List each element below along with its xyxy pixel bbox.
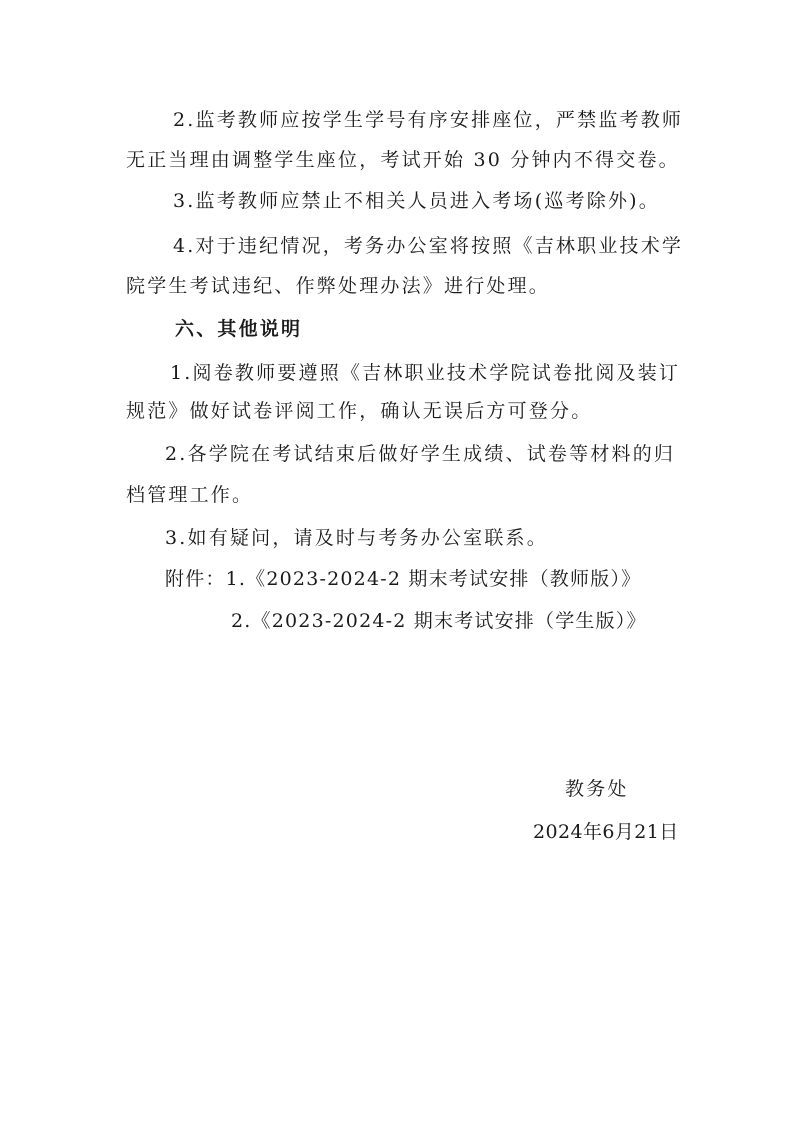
- paragraph-line: 4.对于违纪情况，考务办公室将按照《吉林职业技术学: [173, 235, 684, 257]
- signature-office: 教务处: [565, 778, 629, 800]
- paragraph-line: 1.阅卷教师要遵照《吉林职业技术学院试卷批阅及装订: [170, 362, 681, 384]
- paragraph-line: 3.如有疑问，请及时与考务办公室联系。: [165, 527, 548, 549]
- paragraph-line: 3.监考教师应禁止不相关人员进入考场(巡考除外)。: [173, 190, 660, 212]
- paragraph-line: 2.监考教师应按学生学号有序安排座位，严禁监考教师: [173, 109, 684, 131]
- attachment-line: 附件：1.《2023-2024-2 期末考试安排（教师版）》: [165, 568, 642, 590]
- attachment-line: 2.《2023-2024-2 期末考试安排（学生版）》: [231, 610, 647, 632]
- signature-date: 2024年6月21日: [533, 821, 679, 843]
- paragraph-line: 档管理工作。: [126, 484, 254, 506]
- paragraph-line: 2.各学院在考试结束后做好学生成绩、试卷等材料的归: [165, 443, 676, 465]
- section-heading: 六、其他说明: [175, 318, 303, 340]
- paragraph-line: 院学生考试违纪、作弊处理办法》进行处理。: [126, 275, 551, 297]
- paragraph-line: 规范》做好试卷评阅工作，确认无误后方可登分。: [126, 400, 593, 422]
- paragraph-line: 无正当理由调整学生座位，考试开始 30 分钟内不得交卷。: [126, 149, 680, 171]
